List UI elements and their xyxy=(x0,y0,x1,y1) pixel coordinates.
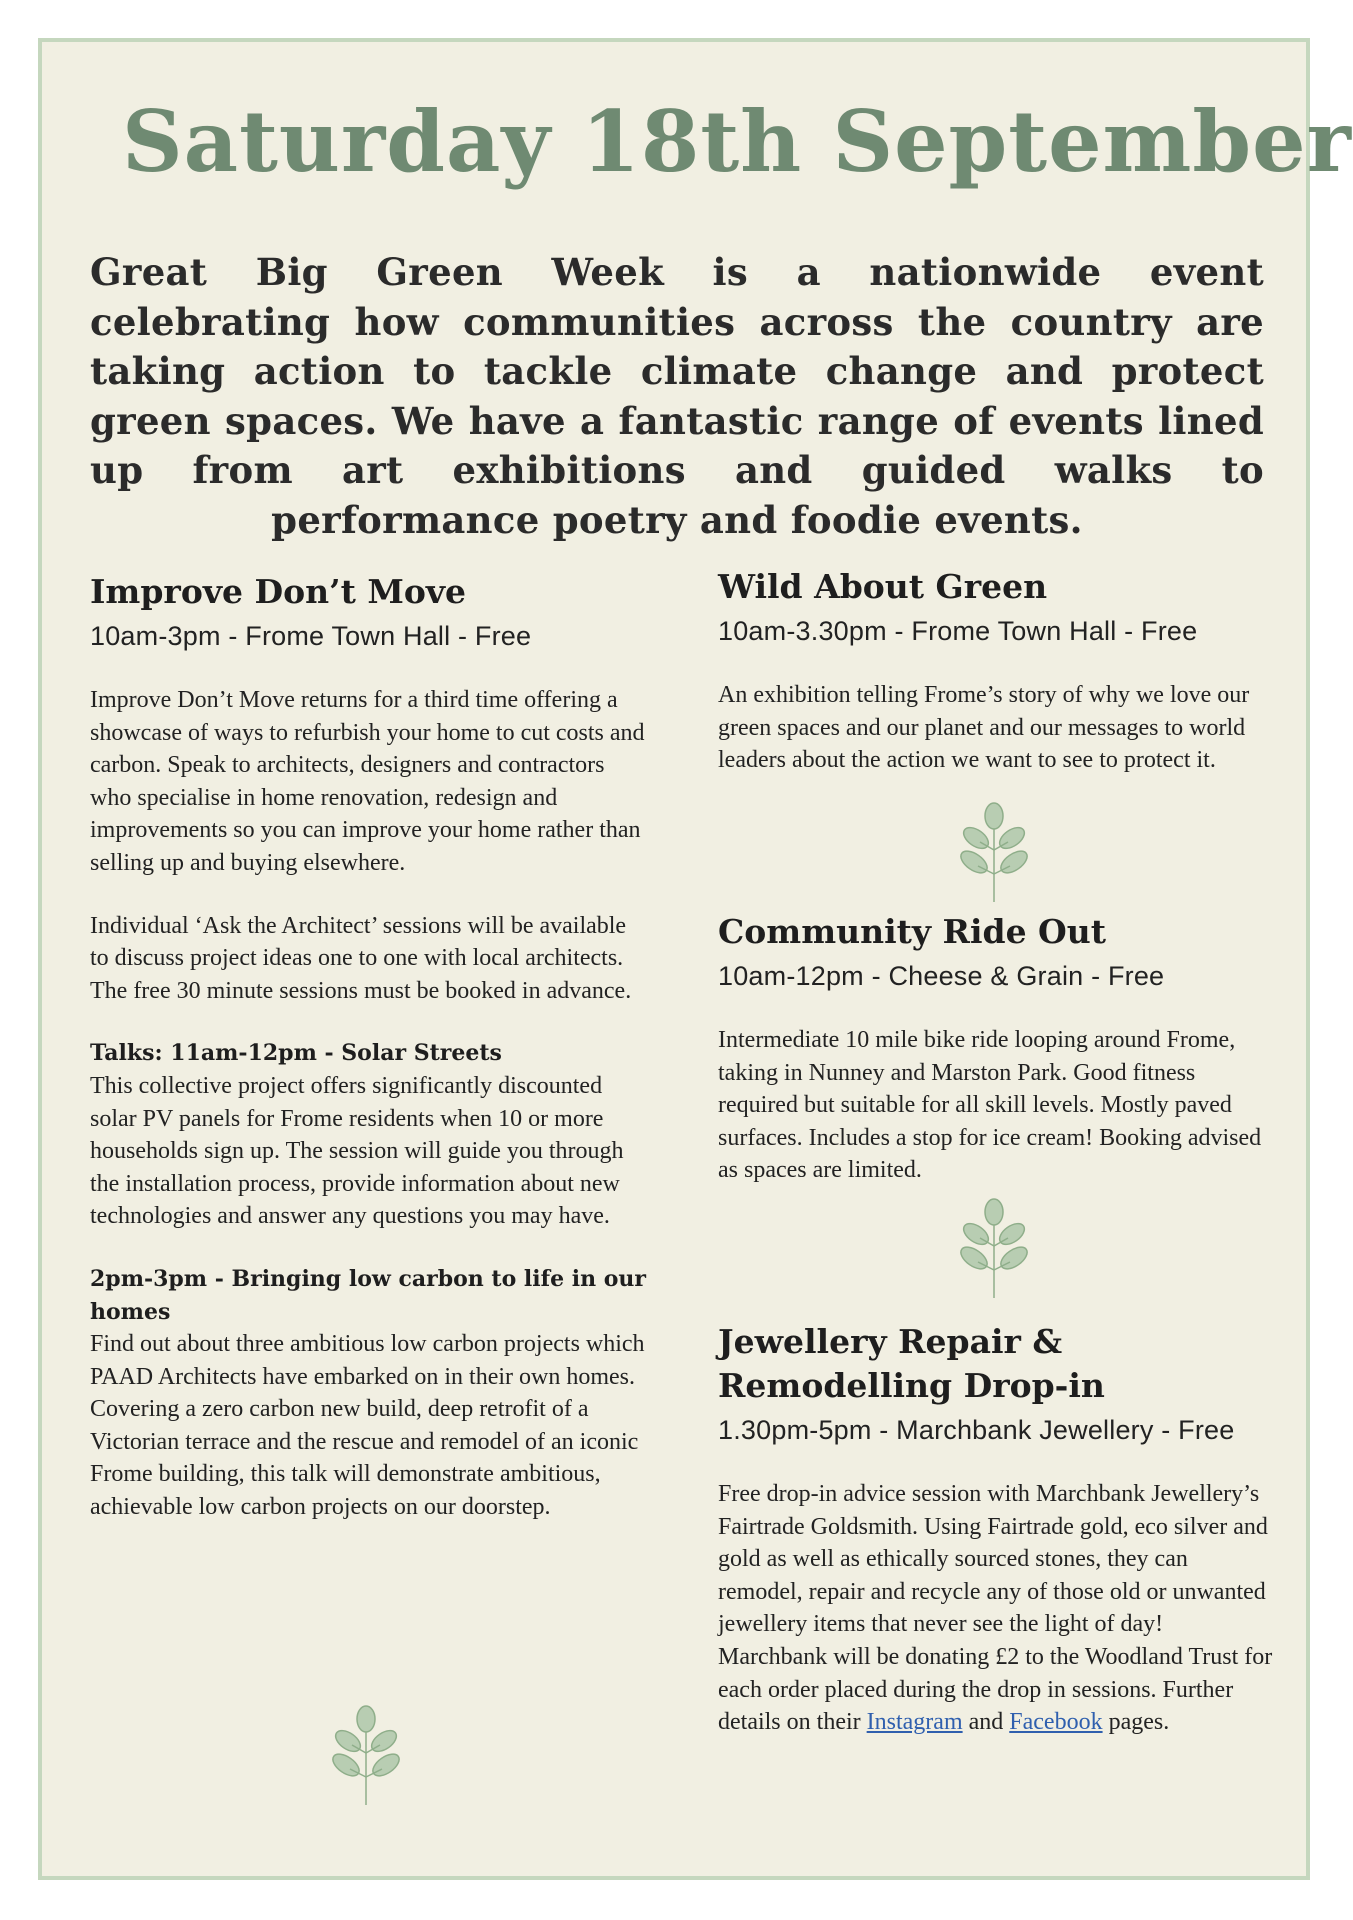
event-meta: 10am-3.30pm - Frome Town Hall - Free xyxy=(718,616,1198,646)
instagram-link[interactable]: Instagram xyxy=(866,1709,963,1736)
event-wild-about-green xyxy=(718,565,1278,777)
talk-title-low-carbon: 2pm-3pm - Bringing low carbon to life in our homes xyxy=(90,1265,647,1325)
left-column xyxy=(90,570,650,1524)
event-description xyxy=(718,1478,1273,1739)
event-title: Jewellery Repair & Remodelling Drop-in xyxy=(718,1322,1105,1405)
leaf-sprig-icon xyxy=(950,1196,1038,1300)
event-improve-dont-move xyxy=(90,570,650,1524)
event-title: Community Ride Out xyxy=(718,912,1107,951)
right-column-ride xyxy=(718,910,1278,1187)
intro-paragraph: Great Big Green Week is a nationwide event celebrating how communities across the country are taking action to tackle climate change and protect green spaces. We have a fantastic range of events lined up from art exhibitions and guided walks to performance poetry and foodie events. xyxy=(90,250,1264,542)
event-description-2: Individual ‘Ask the Architect’ sessions will be available to discuss project ideas one to one with local architects. The free 30 minute sessions must be booked in advance. xyxy=(90,912,632,1004)
event-meta: 1.30pm-5pm - Marchbank Jewellery - Free xyxy=(718,1415,1235,1445)
event-description: Intermediate 10 mile bike ride looping around Frome, taking in Nunney and Marston Park. Good fitness required but suitable for all skill levels. Mostly paved surfaces. Includes a stop for ice cream! Booking advised as spaces are limited. xyxy=(718,1027,1262,1184)
event-title: Wild About Green xyxy=(718,567,1048,606)
event-description: An exhibition telling Frome’s story of why we love our green spaces and our planet and our messages to world leaders about the action we want to see to protect it. xyxy=(718,682,1250,774)
description-text: Free drop-in advice session with Marchbank Jewellery’s Fairtrade Goldsmith. Using Fairtrade gold, eco silver and gold as well as ethically sourced stones, they can remodel, repair and recycle any of those old or unwanted jewellery items that never see the light of day! Marchbank will be donating £2 to the Woodland Trust for each order placed during the drop in sessions. Further details on their xyxy=(718,1481,1273,1736)
talk-text-low-carbon: Find out about three ambitious low carbon projects which PAAD Architects have embarked on in their own homes. Covering a zero carbon new build, deep retrofit of a Victorian terrace and the rescue and remodel of an iconic Frome building, this talk will demonstrate ambitious, achievable low carbon projects on our doorstep. xyxy=(90,1331,645,1521)
event-title: Improve Don’t Move xyxy=(90,572,467,611)
event-description: Improve Don’t Move returns for a third time offering a showcase of ways to refurbish your home to cut costs and carbon. Speak to architects, designers and contractors who specialise in home renovation, redesign and improvements so you can improve your home rather than selling up and buying elsewhere. xyxy=(90,687,645,876)
leaf-sprig-icon xyxy=(322,1703,410,1807)
right-column-jewellery xyxy=(718,1320,1273,1739)
talk-title-solar-streets: Talks: 11am-12pm - Solar Streets xyxy=(90,1040,502,1067)
page-title: Saturday 18th September xyxy=(122,92,1352,191)
event-meta: 10am-3pm - Frome Town Hall - Free xyxy=(90,621,532,651)
event-meta: 10am-12pm - Cheese & Grain - Free xyxy=(718,961,1165,991)
talk-text-solar-streets: This collective project offers significantly discounted solar PV panels for Frome residents when 10 or more households sign up. The session will guide you through the installation process, provide information about new technologies and answer any questions you may have. xyxy=(90,1072,624,1230)
event-community-ride-out xyxy=(718,910,1278,1187)
leaf-sprig-icon xyxy=(950,800,1038,904)
facebook-link[interactable]: Facebook xyxy=(1009,1709,1103,1736)
and-text: and xyxy=(968,1709,1004,1736)
event-jewellery-repair xyxy=(718,1320,1273,1739)
tail-text: pages. xyxy=(1108,1709,1170,1736)
right-column xyxy=(718,565,1278,777)
